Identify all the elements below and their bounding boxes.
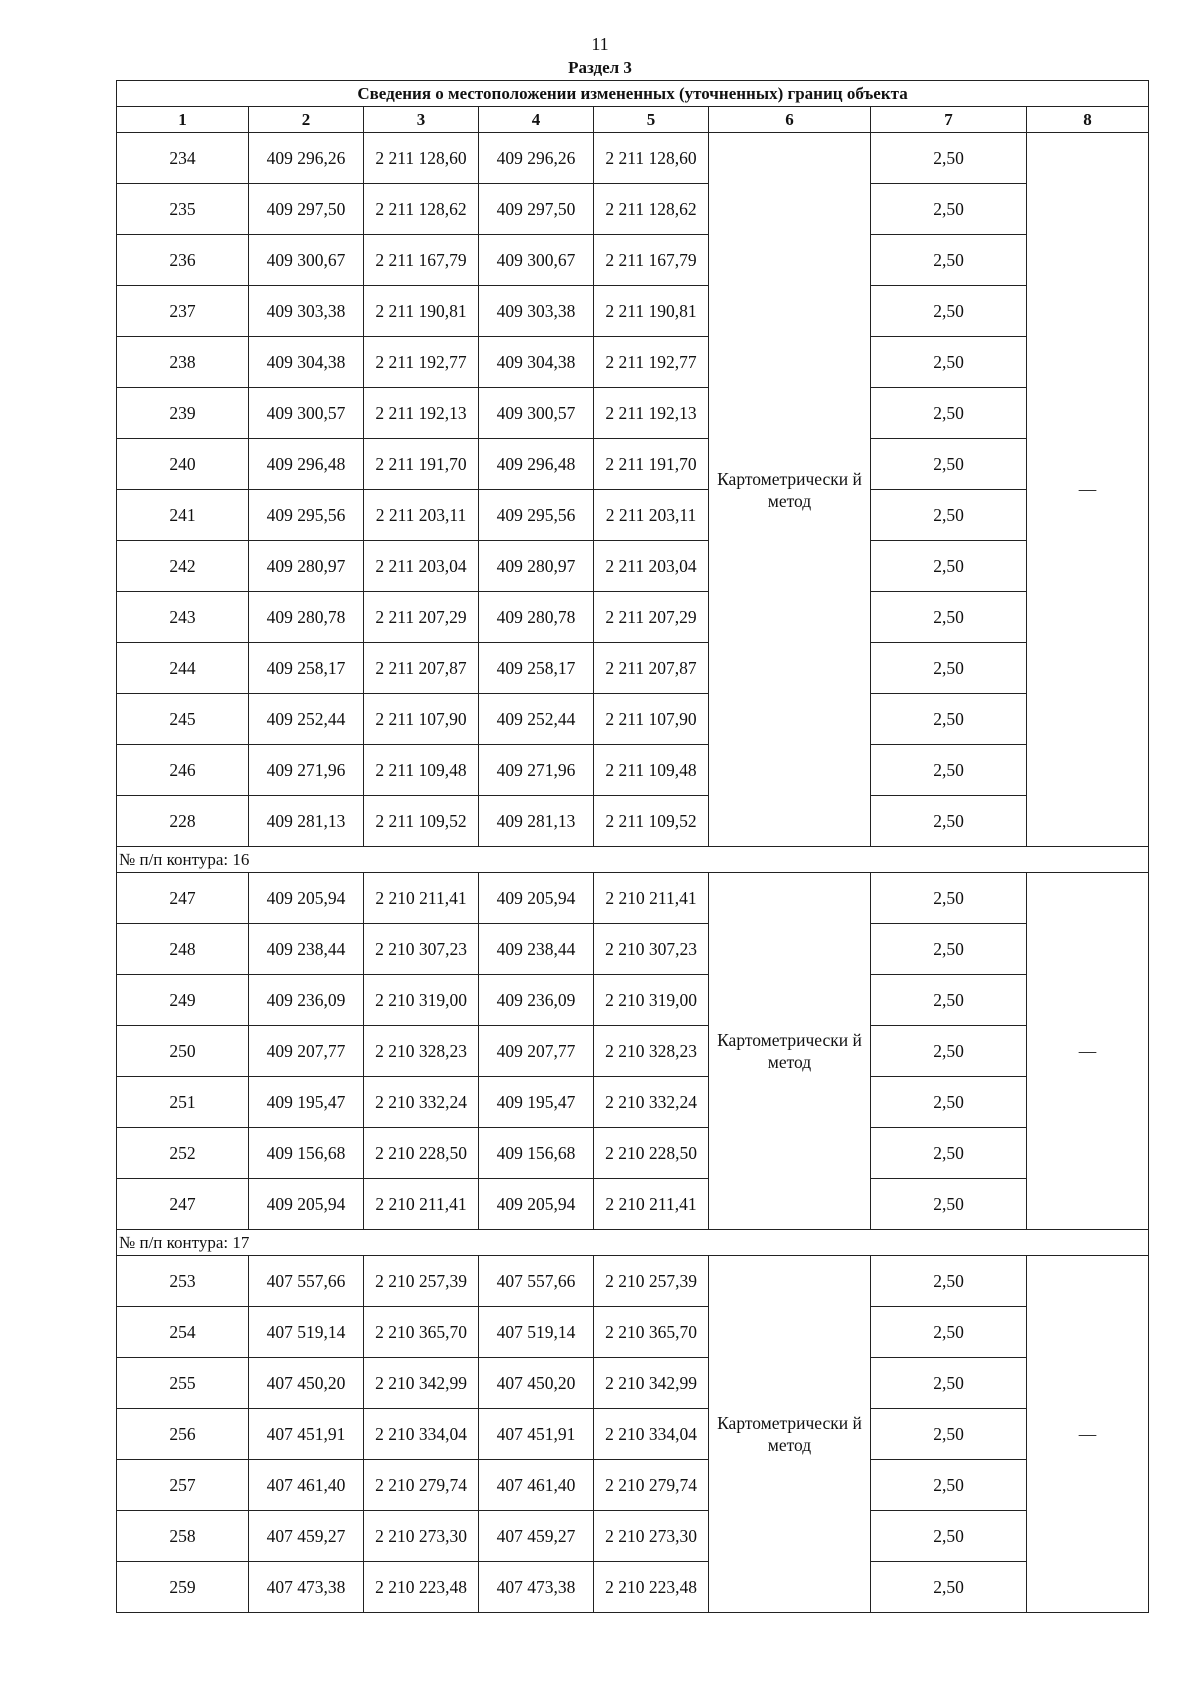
x-existing-cell: 409 280,78 bbox=[249, 592, 364, 643]
contour-label-row bbox=[117, 847, 1149, 873]
point-number-cell: 250 bbox=[117, 1026, 249, 1077]
x-new-cell: 407 461,40 bbox=[479, 1460, 594, 1511]
table-row bbox=[117, 975, 1149, 1026]
x-new-cell: 409 297,50 bbox=[479, 184, 594, 235]
x-existing-cell: 409 280,97 bbox=[249, 541, 364, 592]
y-new-cell: 2 211 191,70 bbox=[594, 439, 709, 490]
x-new-cell: 409 296,48 bbox=[479, 439, 594, 490]
x-new-cell: 409 156,68 bbox=[479, 1128, 594, 1179]
method-cell: Картометрически й метод bbox=[709, 873, 871, 1230]
accuracy-cell: 2,50 bbox=[871, 924, 1027, 975]
table-row bbox=[117, 184, 1149, 235]
table-row bbox=[117, 1511, 1149, 1562]
y-existing-cell: 2 210 257,39 bbox=[364, 1256, 479, 1307]
y-new-cell: 2 210 328,23 bbox=[594, 1026, 709, 1077]
page-number: 11 bbox=[591, 34, 609, 54]
method-cell: Картометрически й метод bbox=[709, 133, 871, 847]
y-existing-cell: 2 211 167,79 bbox=[364, 235, 479, 286]
y-existing-cell: 2 211 203,11 bbox=[364, 490, 479, 541]
y-new-cell: 2 211 207,87 bbox=[594, 643, 709, 694]
point-number-cell: 245 bbox=[117, 694, 249, 745]
y-existing-cell: 2 211 107,90 bbox=[364, 694, 479, 745]
table-row bbox=[117, 541, 1149, 592]
y-existing-cell: 2 210 332,24 bbox=[364, 1077, 479, 1128]
x-new-cell: 409 252,44 bbox=[479, 694, 594, 745]
table-row bbox=[117, 235, 1149, 286]
y-new-cell: 2 210 332,24 bbox=[594, 1077, 709, 1128]
point-number-cell: 257 bbox=[117, 1460, 249, 1511]
x-existing-cell: 407 459,27 bbox=[249, 1511, 364, 1562]
y-new-cell: 2 211 203,11 bbox=[594, 490, 709, 541]
y-existing-cell: 2 211 207,87 bbox=[364, 643, 479, 694]
x-existing-cell: 409 236,09 bbox=[249, 975, 364, 1026]
y-existing-cell: 2 211 109,48 bbox=[364, 745, 479, 796]
x-existing-cell: 409 296,26 bbox=[249, 133, 364, 184]
accuracy-cell: 2,50 bbox=[871, 388, 1027, 439]
table-row bbox=[117, 1128, 1149, 1179]
x-existing-cell: 409 297,50 bbox=[249, 184, 364, 235]
column8-cell: — bbox=[1027, 1256, 1149, 1613]
x-existing-cell: 409 252,44 bbox=[249, 694, 364, 745]
table-row bbox=[117, 1562, 1149, 1613]
x-existing-cell: 409 295,56 bbox=[249, 490, 364, 541]
point-number-cell: 258 bbox=[117, 1511, 249, 1562]
x-existing-cell: 407 461,40 bbox=[249, 1460, 364, 1511]
x-existing-cell: 409 195,47 bbox=[249, 1077, 364, 1128]
x-new-cell: 407 557,66 bbox=[479, 1256, 594, 1307]
point-number-cell: 251 bbox=[117, 1077, 249, 1128]
point-number-cell: 246 bbox=[117, 745, 249, 796]
contour-label-row bbox=[117, 1230, 1149, 1256]
x-existing-cell: 409 207,77 bbox=[249, 1026, 364, 1077]
accuracy-cell: 2,50 bbox=[871, 1358, 1027, 1409]
accuracy-cell: 2,50 bbox=[871, 694, 1027, 745]
section-title: Раздел 3 bbox=[568, 58, 632, 77]
y-new-cell: 2 211 128,60 bbox=[594, 133, 709, 184]
point-number-cell: 236 bbox=[117, 235, 249, 286]
point-number-cell: 247 bbox=[117, 873, 249, 924]
table-row bbox=[117, 337, 1149, 388]
column-header: 1 bbox=[117, 107, 249, 133]
accuracy-cell: 2,50 bbox=[871, 1511, 1027, 1562]
accuracy-cell: 2,50 bbox=[871, 1307, 1027, 1358]
y-new-cell: 2 211 207,29 bbox=[594, 592, 709, 643]
accuracy-cell: 2,50 bbox=[871, 439, 1027, 490]
accuracy-cell: 2,50 bbox=[871, 1460, 1027, 1511]
table-body bbox=[117, 81, 1149, 1613]
point-number-cell: 253 bbox=[117, 1256, 249, 1307]
table-row bbox=[117, 1256, 1149, 1307]
y-existing-cell: 2 210 319,00 bbox=[364, 975, 479, 1026]
accuracy-cell: 2,50 bbox=[871, 1562, 1027, 1613]
table-row bbox=[117, 490, 1149, 541]
x-new-cell: 409 236,09 bbox=[479, 975, 594, 1026]
x-existing-cell: 407 451,91 bbox=[249, 1409, 364, 1460]
y-existing-cell: 2 210 365,70 bbox=[364, 1307, 479, 1358]
point-number-cell: 242 bbox=[117, 541, 249, 592]
x-new-cell: 407 473,38 bbox=[479, 1562, 594, 1613]
x-new-cell: 409 296,26 bbox=[479, 133, 594, 184]
y-existing-cell: 2 211 203,04 bbox=[364, 541, 479, 592]
table-row bbox=[117, 133, 1149, 184]
y-existing-cell: 2 211 207,29 bbox=[364, 592, 479, 643]
x-existing-cell: 407 557,66 bbox=[249, 1256, 364, 1307]
table-row bbox=[117, 643, 1149, 694]
table-row bbox=[117, 388, 1149, 439]
x-new-cell: 409 300,57 bbox=[479, 388, 594, 439]
point-number-cell: 248 bbox=[117, 924, 249, 975]
accuracy-cell: 2,50 bbox=[871, 1128, 1027, 1179]
x-new-cell: 407 451,91 bbox=[479, 1409, 594, 1460]
y-new-cell: 2 210 307,23 bbox=[594, 924, 709, 975]
y-new-cell: 2 210 365,70 bbox=[594, 1307, 709, 1358]
accuracy-cell: 2,50 bbox=[871, 490, 1027, 541]
y-existing-cell: 2 210 342,99 bbox=[364, 1358, 479, 1409]
point-number-cell: 244 bbox=[117, 643, 249, 694]
point-number-cell: 252 bbox=[117, 1128, 249, 1179]
y-new-cell: 2 211 109,52 bbox=[594, 796, 709, 847]
x-new-cell: 407 450,20 bbox=[479, 1358, 594, 1409]
accuracy-cell: 2,50 bbox=[871, 1409, 1027, 1460]
x-new-cell: 409 258,17 bbox=[479, 643, 594, 694]
column-header: 6 bbox=[709, 107, 871, 133]
accuracy-cell: 2,50 bbox=[871, 541, 1027, 592]
table-row bbox=[117, 1460, 1149, 1511]
y-existing-cell: 2 211 128,60 bbox=[364, 133, 479, 184]
table-row bbox=[117, 1077, 1149, 1128]
table-caption-row bbox=[117, 81, 1149, 107]
x-existing-cell: 409 303,38 bbox=[249, 286, 364, 337]
accuracy-cell: 2,50 bbox=[871, 286, 1027, 337]
accuracy-cell: 2,50 bbox=[871, 235, 1027, 286]
point-number-cell: 240 bbox=[117, 439, 249, 490]
accuracy-cell: 2,50 bbox=[871, 1179, 1027, 1230]
point-number-cell: 255 bbox=[117, 1358, 249, 1409]
y-existing-cell: 2 210 211,41 bbox=[364, 873, 479, 924]
point-number-cell: 249 bbox=[117, 975, 249, 1026]
x-existing-cell: 409 300,67 bbox=[249, 235, 364, 286]
contour-label: № п/п контура: 17 bbox=[117, 1230, 1149, 1256]
accuracy-cell: 2,50 bbox=[871, 1077, 1027, 1128]
table-row bbox=[117, 796, 1149, 847]
table-row bbox=[117, 1179, 1149, 1230]
accuracy-cell: 2,50 bbox=[871, 184, 1027, 235]
point-number-cell: 237 bbox=[117, 286, 249, 337]
y-existing-cell: 2 210 223,48 bbox=[364, 1562, 479, 1613]
table-caption: Сведения о местоположении измененных (уточненных) границ объекта bbox=[117, 81, 1149, 107]
y-new-cell: 2 210 273,30 bbox=[594, 1511, 709, 1562]
accuracy-cell: 2,50 bbox=[871, 975, 1027, 1026]
y-existing-cell: 2 211 109,52 bbox=[364, 796, 479, 847]
table-row bbox=[117, 286, 1149, 337]
y-new-cell: 2 211 109,48 bbox=[594, 745, 709, 796]
x-existing-cell: 409 304,38 bbox=[249, 337, 364, 388]
point-number-cell: 254 bbox=[117, 1307, 249, 1358]
table-row bbox=[117, 694, 1149, 745]
y-existing-cell: 2 211 190,81 bbox=[364, 286, 479, 337]
column-header: 3 bbox=[364, 107, 479, 133]
x-new-cell: 409 195,47 bbox=[479, 1077, 594, 1128]
x-existing-cell: 409 238,44 bbox=[249, 924, 364, 975]
y-existing-cell: 2 211 192,13 bbox=[364, 388, 479, 439]
x-existing-cell: 409 281,13 bbox=[249, 796, 364, 847]
accuracy-cell: 2,50 bbox=[871, 873, 1027, 924]
x-new-cell: 409 304,38 bbox=[479, 337, 594, 388]
column-number-row bbox=[117, 107, 1149, 133]
column8-cell: — bbox=[1027, 873, 1149, 1230]
x-new-cell: 407 459,27 bbox=[479, 1511, 594, 1562]
accuracy-cell: 2,50 bbox=[871, 1026, 1027, 1077]
point-number-cell: 241 bbox=[117, 490, 249, 541]
accuracy-cell: 2,50 bbox=[871, 133, 1027, 184]
table-row bbox=[117, 873, 1149, 924]
x-existing-cell: 409 205,94 bbox=[249, 873, 364, 924]
y-new-cell: 2 211 192,77 bbox=[594, 337, 709, 388]
table-row bbox=[117, 745, 1149, 796]
x-existing-cell: 409 296,48 bbox=[249, 439, 364, 490]
column8-cell: — bbox=[1027, 133, 1149, 847]
point-number-cell: 234 bbox=[117, 133, 249, 184]
accuracy-cell: 2,50 bbox=[871, 796, 1027, 847]
x-existing-cell: 409 271,96 bbox=[249, 745, 364, 796]
x-new-cell: 409 295,56 bbox=[479, 490, 594, 541]
x-existing-cell: 407 519,14 bbox=[249, 1307, 364, 1358]
y-new-cell: 2 211 128,62 bbox=[594, 184, 709, 235]
x-new-cell: 409 207,77 bbox=[479, 1026, 594, 1077]
y-new-cell: 2 210 211,41 bbox=[594, 1179, 709, 1230]
point-number-cell: 239 bbox=[117, 388, 249, 439]
point-number-cell: 259 bbox=[117, 1562, 249, 1613]
y-existing-cell: 2 210 211,41 bbox=[364, 1179, 479, 1230]
y-new-cell: 2 211 192,13 bbox=[594, 388, 709, 439]
x-existing-cell: 409 300,57 bbox=[249, 388, 364, 439]
table-row bbox=[117, 592, 1149, 643]
point-number-cell: 247 bbox=[117, 1179, 249, 1230]
y-existing-cell: 2 210 334,04 bbox=[364, 1409, 479, 1460]
table-row bbox=[117, 1026, 1149, 1077]
y-existing-cell: 2 211 191,70 bbox=[364, 439, 479, 490]
y-new-cell: 2 211 203,04 bbox=[594, 541, 709, 592]
y-new-cell: 2 210 319,00 bbox=[594, 975, 709, 1026]
table-row bbox=[117, 1358, 1149, 1409]
x-existing-cell: 409 156,68 bbox=[249, 1128, 364, 1179]
point-number-cell: 238 bbox=[117, 337, 249, 388]
y-new-cell: 2 211 107,90 bbox=[594, 694, 709, 745]
x-new-cell: 409 271,96 bbox=[479, 745, 594, 796]
column-header: 7 bbox=[871, 107, 1027, 133]
accuracy-cell: 2,50 bbox=[871, 1256, 1027, 1307]
y-existing-cell: 2 211 192,77 bbox=[364, 337, 479, 388]
x-new-cell: 409 280,78 bbox=[479, 592, 594, 643]
table-row bbox=[117, 439, 1149, 490]
table-row bbox=[117, 1409, 1149, 1460]
x-new-cell: 409 300,67 bbox=[479, 235, 594, 286]
y-new-cell: 2 210 257,39 bbox=[594, 1256, 709, 1307]
point-number-cell: 235 bbox=[117, 184, 249, 235]
y-new-cell: 2 210 279,74 bbox=[594, 1460, 709, 1511]
method-cell: Картометрически й метод bbox=[709, 1256, 871, 1613]
y-new-cell: 2 210 223,48 bbox=[594, 1562, 709, 1613]
x-new-cell: 409 205,94 bbox=[479, 1179, 594, 1230]
x-new-cell: 409 281,13 bbox=[479, 796, 594, 847]
column-header: 5 bbox=[594, 107, 709, 133]
accuracy-cell: 2,50 bbox=[871, 745, 1027, 796]
x-new-cell: 409 238,44 bbox=[479, 924, 594, 975]
y-existing-cell: 2 210 273,30 bbox=[364, 1511, 479, 1562]
accuracy-cell: 2,50 bbox=[871, 592, 1027, 643]
y-new-cell: 2 210 342,99 bbox=[594, 1358, 709, 1409]
y-existing-cell: 2 210 279,74 bbox=[364, 1460, 479, 1511]
y-new-cell: 2 210 334,04 bbox=[594, 1409, 709, 1460]
table-row bbox=[117, 1307, 1149, 1358]
y-new-cell: 2 210 228,50 bbox=[594, 1128, 709, 1179]
x-new-cell: 409 205,94 bbox=[479, 873, 594, 924]
x-new-cell: 407 519,14 bbox=[479, 1307, 594, 1358]
y-new-cell: 2 210 211,41 bbox=[594, 873, 709, 924]
contour-label: № п/п контура: 16 bbox=[117, 847, 1149, 873]
coordinates-table bbox=[116, 80, 1149, 1613]
x-new-cell: 409 303,38 bbox=[479, 286, 594, 337]
y-existing-cell: 2 210 307,23 bbox=[364, 924, 479, 975]
y-existing-cell: 2 210 328,23 bbox=[364, 1026, 479, 1077]
accuracy-cell: 2,50 bbox=[871, 337, 1027, 388]
column-header: 2 bbox=[249, 107, 364, 133]
point-number-cell: 228 bbox=[117, 796, 249, 847]
y-new-cell: 2 211 167,79 bbox=[594, 235, 709, 286]
x-existing-cell: 409 205,94 bbox=[249, 1179, 364, 1230]
y-existing-cell: 2 210 228,50 bbox=[364, 1128, 479, 1179]
accuracy-cell: 2,50 bbox=[871, 643, 1027, 694]
x-existing-cell: 407 450,20 bbox=[249, 1358, 364, 1409]
x-existing-cell: 409 258,17 bbox=[249, 643, 364, 694]
y-existing-cell: 2 211 128,62 bbox=[364, 184, 479, 235]
y-new-cell: 2 211 190,81 bbox=[594, 286, 709, 337]
point-number-cell: 243 bbox=[117, 592, 249, 643]
column-header: 4 bbox=[479, 107, 594, 133]
x-new-cell: 409 280,97 bbox=[479, 541, 594, 592]
column-header: 8 bbox=[1027, 107, 1149, 133]
table-row bbox=[117, 924, 1149, 975]
point-number-cell: 256 bbox=[117, 1409, 249, 1460]
x-existing-cell: 407 473,38 bbox=[249, 1562, 364, 1613]
